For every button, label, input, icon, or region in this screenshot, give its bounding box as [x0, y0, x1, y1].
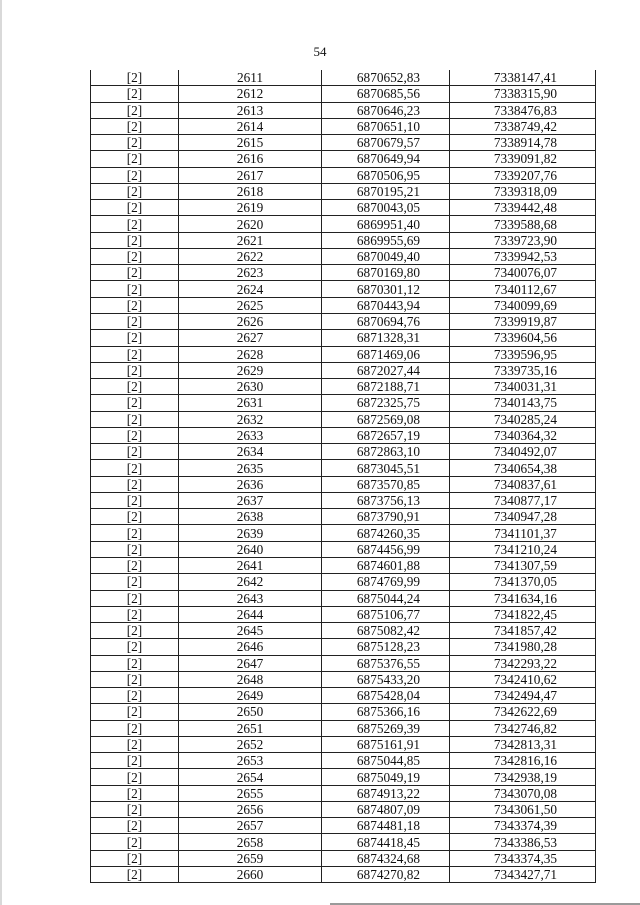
source-ref-cell: [2]: [91, 265, 179, 281]
y-coordinate-cell: 7341307,59: [450, 557, 596, 573]
source-ref-cell: [2]: [91, 590, 179, 606]
table-row: [91, 135, 596, 151]
y-coordinate-cell: 7342410,62: [450, 671, 596, 687]
source-ref-cell: [2]: [91, 216, 179, 232]
source-ref-cell: [2]: [91, 411, 179, 427]
point-number-cell: 2629: [179, 362, 322, 378]
table-row: [91, 102, 596, 118]
table-row: [91, 492, 596, 508]
table-row: [91, 183, 596, 199]
table-row: [91, 427, 596, 443]
y-coordinate-cell: 7339318,09: [450, 183, 596, 199]
source-ref-cell: [2]: [91, 801, 179, 817]
y-coordinate-cell: 7342494,47: [450, 688, 596, 704]
scan-left-edge: [0, 0, 2, 905]
table-row: [91, 281, 596, 297]
x-coordinate-cell: 6875269,39: [322, 720, 450, 736]
y-coordinate-cell: 7340112,67: [450, 281, 596, 297]
x-coordinate-cell: 6872863,10: [322, 444, 450, 460]
table-row: [91, 541, 596, 557]
table-row: [91, 476, 596, 492]
source-ref-cell: [2]: [91, 313, 179, 329]
table-row: [91, 753, 596, 769]
y-coordinate-cell: 7342816,16: [450, 753, 596, 769]
x-coordinate-cell: 6874769,99: [322, 574, 450, 590]
table-row: [91, 216, 596, 232]
point-number-cell: 2626: [179, 313, 322, 329]
source-ref-cell: [2]: [91, 509, 179, 525]
source-ref-cell: [2]: [91, 623, 179, 639]
source-ref-cell: [2]: [91, 655, 179, 671]
point-number-cell: 2643: [179, 590, 322, 606]
y-coordinate-cell: 7338914,78: [450, 135, 596, 151]
point-number-cell: 2617: [179, 167, 322, 183]
source-ref-cell: [2]: [91, 395, 179, 411]
y-coordinate-cell: 7340285,24: [450, 411, 596, 427]
point-number-cell: 2614: [179, 118, 322, 134]
y-coordinate-cell: 7338476,83: [450, 102, 596, 118]
table-row: [91, 411, 596, 427]
x-coordinate-cell: 6870301,12: [322, 281, 450, 297]
y-coordinate-cell: 7339588,68: [450, 216, 596, 232]
point-number-cell: 2649: [179, 688, 322, 704]
y-coordinate-cell: 7341370,05: [450, 574, 596, 590]
point-number-cell: 2651: [179, 720, 322, 736]
point-number-cell: 2648: [179, 671, 322, 687]
point-number-cell: 2655: [179, 785, 322, 801]
x-coordinate-cell: 6875433,20: [322, 671, 450, 687]
source-ref-cell: [2]: [91, 867, 179, 883]
source-ref-cell: [2]: [91, 769, 179, 785]
point-number-cell: 2619: [179, 200, 322, 216]
source-ref-cell: [2]: [91, 818, 179, 834]
table-row: [91, 297, 596, 313]
point-number-cell: 2647: [179, 655, 322, 671]
point-number-cell: 2630: [179, 379, 322, 395]
source-ref-cell: [2]: [91, 753, 179, 769]
y-coordinate-cell: 7340143,75: [450, 395, 596, 411]
y-coordinate-cell: 7340877,17: [450, 492, 596, 508]
source-ref-cell: [2]: [91, 379, 179, 395]
table-row: [91, 655, 596, 671]
y-coordinate-cell: 7343386,53: [450, 834, 596, 850]
x-coordinate-cell: 6869951,40: [322, 216, 450, 232]
x-coordinate-cell: 6872325,75: [322, 395, 450, 411]
y-coordinate-cell: 7342938,19: [450, 769, 596, 785]
table-row: [91, 460, 596, 476]
point-number-cell: 2637: [179, 492, 322, 508]
point-number-cell: 2633: [179, 427, 322, 443]
table-row: [91, 379, 596, 395]
x-coordinate-cell: 6873045,51: [322, 460, 450, 476]
x-coordinate-cell: 6873790,91: [322, 509, 450, 525]
table-row: [91, 86, 596, 102]
y-coordinate-cell: 7340099,69: [450, 297, 596, 313]
source-ref-cell: [2]: [91, 248, 179, 264]
point-number-cell: 2644: [179, 606, 322, 622]
y-coordinate-cell: 7341634,16: [450, 590, 596, 606]
table-row: [91, 704, 596, 720]
x-coordinate-cell: 6870679,57: [322, 135, 450, 151]
source-ref-cell: [2]: [91, 151, 179, 167]
point-number-cell: 2635: [179, 460, 322, 476]
point-number-cell: 2640: [179, 541, 322, 557]
x-coordinate-cell: 6875128,23: [322, 639, 450, 655]
y-coordinate-cell: 7339735,16: [450, 362, 596, 378]
y-coordinate-cell: 7340837,61: [450, 476, 596, 492]
y-coordinate-cell: 7342746,82: [450, 720, 596, 736]
point-number-cell: 2660: [179, 867, 322, 883]
point-number-cell: 2658: [179, 834, 322, 850]
y-coordinate-cell: 7338147,41: [450, 70, 596, 86]
table-row: [91, 395, 596, 411]
x-coordinate-cell: 6874418,45: [322, 834, 450, 850]
point-number-cell: 2656: [179, 801, 322, 817]
y-coordinate-cell: 7343070,08: [450, 785, 596, 801]
point-number-cell: 2650: [179, 704, 322, 720]
table-row: [91, 671, 596, 687]
x-coordinate-cell: 6870195,21: [322, 183, 450, 199]
source-ref-cell: [2]: [91, 785, 179, 801]
source-ref-cell: [2]: [91, 118, 179, 134]
table-row: [91, 248, 596, 264]
x-coordinate-cell: 6874324,68: [322, 850, 450, 866]
table-row: [91, 623, 596, 639]
y-coordinate-cell: 7340031,31: [450, 379, 596, 395]
source-ref-cell: [2]: [91, 671, 179, 687]
y-coordinate-cell: 7339919,87: [450, 313, 596, 329]
table-row: [91, 232, 596, 248]
x-coordinate-cell: 6872569,08: [322, 411, 450, 427]
point-number-cell: 2620: [179, 216, 322, 232]
point-number-cell: 2645: [179, 623, 322, 639]
y-coordinate-cell: 7343061,50: [450, 801, 596, 817]
table-row: [91, 265, 596, 281]
point-number-cell: 2657: [179, 818, 322, 834]
point-number-cell: 2636: [179, 476, 322, 492]
table-row: [91, 639, 596, 655]
x-coordinate-cell: 6870694,76: [322, 313, 450, 329]
x-coordinate-cell: 6874913,22: [322, 785, 450, 801]
source-ref-cell: [2]: [91, 346, 179, 362]
x-coordinate-cell: 6872188,71: [322, 379, 450, 395]
source-ref-cell: [2]: [91, 850, 179, 866]
source-ref-cell: [2]: [91, 70, 179, 86]
point-number-cell: 2613: [179, 102, 322, 118]
source-ref-cell: [2]: [91, 362, 179, 378]
y-coordinate-cell: 7343374,39: [450, 818, 596, 834]
point-number-cell: 2623: [179, 265, 322, 281]
source-ref-cell: [2]: [91, 297, 179, 313]
source-ref-cell: [2]: [91, 444, 179, 460]
table-row: [91, 574, 596, 590]
table-row: [91, 867, 596, 883]
source-ref-cell: [2]: [91, 135, 179, 151]
x-coordinate-cell: 6872657,19: [322, 427, 450, 443]
y-coordinate-cell: 7341822,45: [450, 606, 596, 622]
x-coordinate-cell: 6875161,91: [322, 736, 450, 752]
source-ref-cell: [2]: [91, 557, 179, 573]
source-ref-cell: [2]: [91, 639, 179, 655]
table-row: [91, 785, 596, 801]
point-number-cell: 2654: [179, 769, 322, 785]
x-coordinate-cell: 6869955,69: [322, 232, 450, 248]
x-coordinate-cell: 6870652,83: [322, 70, 450, 86]
x-coordinate-cell: 6871328,31: [322, 330, 450, 346]
point-number-cell: 2639: [179, 525, 322, 541]
point-number-cell: 2638: [179, 509, 322, 525]
point-number-cell: 2611: [179, 70, 322, 86]
table-row: [91, 70, 596, 86]
y-coordinate-cell: 7339207,76: [450, 167, 596, 183]
table-row: [91, 590, 596, 606]
y-coordinate-cell: 7342622,69: [450, 704, 596, 720]
source-ref-cell: [2]: [91, 102, 179, 118]
x-coordinate-cell: 6875044,24: [322, 590, 450, 606]
source-ref-cell: [2]: [91, 704, 179, 720]
table-row: [91, 167, 596, 183]
y-coordinate-cell: 7342813,31: [450, 736, 596, 752]
source-ref-cell: [2]: [91, 86, 179, 102]
y-coordinate-cell: 7343427,71: [450, 867, 596, 883]
table-row: [91, 736, 596, 752]
source-ref-cell: [2]: [91, 460, 179, 476]
point-number-cell: 2625: [179, 297, 322, 313]
y-coordinate-cell: 7340947,28: [450, 509, 596, 525]
y-coordinate-cell: 7339596,95: [450, 346, 596, 362]
y-coordinate-cell: 7340654,38: [450, 460, 596, 476]
x-coordinate-cell: 6873756,13: [322, 492, 450, 508]
source-ref-cell: [2]: [91, 232, 179, 248]
y-coordinate-cell: 7340492,07: [450, 444, 596, 460]
source-ref-cell: [2]: [91, 574, 179, 590]
point-number-cell: 2628: [179, 346, 322, 362]
point-number-cell: 2634: [179, 444, 322, 460]
y-coordinate-cell: 7339604,56: [450, 330, 596, 346]
table-row: [91, 118, 596, 134]
coordinates-table: [90, 70, 596, 883]
point-number-cell: 2618: [179, 183, 322, 199]
table-row: [91, 525, 596, 541]
x-coordinate-cell: 6874260,35: [322, 525, 450, 541]
point-number-cell: 2641: [179, 557, 322, 573]
table-row: [91, 850, 596, 866]
table-row: [91, 606, 596, 622]
source-ref-cell: [2]: [91, 492, 179, 508]
source-ref-cell: [2]: [91, 541, 179, 557]
table-row: [91, 818, 596, 834]
source-ref-cell: [2]: [91, 476, 179, 492]
point-number-cell: 2632: [179, 411, 322, 427]
y-coordinate-cell: 7339942,53: [450, 248, 596, 264]
y-coordinate-cell: 7338315,90: [450, 86, 596, 102]
source-ref-cell: [2]: [91, 200, 179, 216]
table-row: [91, 151, 596, 167]
point-number-cell: 2627: [179, 330, 322, 346]
table-row: [91, 346, 596, 362]
source-ref-cell: [2]: [91, 688, 179, 704]
x-coordinate-cell: 6874270,82: [322, 867, 450, 883]
x-coordinate-cell: 6871469,06: [322, 346, 450, 362]
x-coordinate-cell: 6872027,44: [322, 362, 450, 378]
point-number-cell: 2659: [179, 850, 322, 866]
x-coordinate-cell: 6870646,23: [322, 102, 450, 118]
y-coordinate-cell: 7339091,82: [450, 151, 596, 167]
y-coordinate-cell: 7342293,22: [450, 655, 596, 671]
table-row: [91, 834, 596, 850]
source-ref-cell: [2]: [91, 834, 179, 850]
y-coordinate-cell: 7341980,28: [450, 639, 596, 655]
x-coordinate-cell: 6870443,94: [322, 297, 450, 313]
table-row: [91, 330, 596, 346]
source-ref-cell: [2]: [91, 525, 179, 541]
table-row: [91, 688, 596, 704]
point-number-cell: 2624: [179, 281, 322, 297]
y-coordinate-cell: 7343374,35: [450, 850, 596, 866]
x-coordinate-cell: 6874456,99: [322, 541, 450, 557]
table-row: [91, 509, 596, 525]
source-ref-cell: [2]: [91, 183, 179, 199]
x-coordinate-cell: 6870649,94: [322, 151, 450, 167]
x-coordinate-cell: 6870043,05: [322, 200, 450, 216]
source-ref-cell: [2]: [91, 281, 179, 297]
point-number-cell: 2652: [179, 736, 322, 752]
y-coordinate-cell: 7341857,42: [450, 623, 596, 639]
source-ref-cell: [2]: [91, 330, 179, 346]
table-row: [91, 362, 596, 378]
table-row: [91, 801, 596, 817]
source-ref-cell: [2]: [91, 427, 179, 443]
x-coordinate-cell: 6875049,19: [322, 769, 450, 785]
x-coordinate-cell: 6874807,09: [322, 801, 450, 817]
y-coordinate-cell: 7338749,42: [450, 118, 596, 134]
x-coordinate-cell: 6874481,18: [322, 818, 450, 834]
coordinates-table-wrapper: [90, 70, 596, 883]
table-row: [91, 557, 596, 573]
x-coordinate-cell: 6870169,80: [322, 265, 450, 281]
source-ref-cell: [2]: [91, 167, 179, 183]
point-number-cell: 2631: [179, 395, 322, 411]
x-coordinate-cell: 6875044,85: [322, 753, 450, 769]
page-number: 54: [313, 44, 327, 59]
source-ref-cell: [2]: [91, 736, 179, 752]
x-coordinate-cell: 6874601,88: [322, 557, 450, 573]
point-number-cell: 2622: [179, 248, 322, 264]
x-coordinate-cell: 6870685,56: [322, 86, 450, 102]
x-coordinate-cell: 6875082,42: [322, 623, 450, 639]
y-coordinate-cell: 7341210,24: [450, 541, 596, 557]
x-coordinate-cell: 6870651,10: [322, 118, 450, 134]
point-number-cell: 2612: [179, 86, 322, 102]
y-coordinate-cell: 7340076,07: [450, 265, 596, 281]
point-number-cell: 2642: [179, 574, 322, 590]
table-row: [91, 200, 596, 216]
x-coordinate-cell: 6873570,85: [322, 476, 450, 492]
x-coordinate-cell: 6875376,55: [322, 655, 450, 671]
y-coordinate-cell: 7341101,37: [450, 525, 596, 541]
coordinates-table-body: [91, 70, 596, 883]
x-coordinate-cell: 6875366,16: [322, 704, 450, 720]
table-row: [91, 769, 596, 785]
table-row: [91, 444, 596, 460]
point-number-cell: 2615: [179, 135, 322, 151]
point-number-cell: 2616: [179, 151, 322, 167]
source-ref-cell: [2]: [91, 720, 179, 736]
x-coordinate-cell: 6875106,77: [322, 606, 450, 622]
point-number-cell: 2653: [179, 753, 322, 769]
x-coordinate-cell: 6875428,04: [322, 688, 450, 704]
x-coordinate-cell: 6870049,40: [322, 248, 450, 264]
point-number-cell: 2646: [179, 639, 322, 655]
table-row: [91, 313, 596, 329]
x-coordinate-cell: 6870506,95: [322, 167, 450, 183]
y-coordinate-cell: 7340364,32: [450, 427, 596, 443]
y-coordinate-cell: 7339723,90: [450, 232, 596, 248]
table-row: [91, 720, 596, 736]
y-coordinate-cell: 7339442,48: [450, 200, 596, 216]
point-number-cell: 2621: [179, 232, 322, 248]
source-ref-cell: [2]: [91, 606, 179, 622]
